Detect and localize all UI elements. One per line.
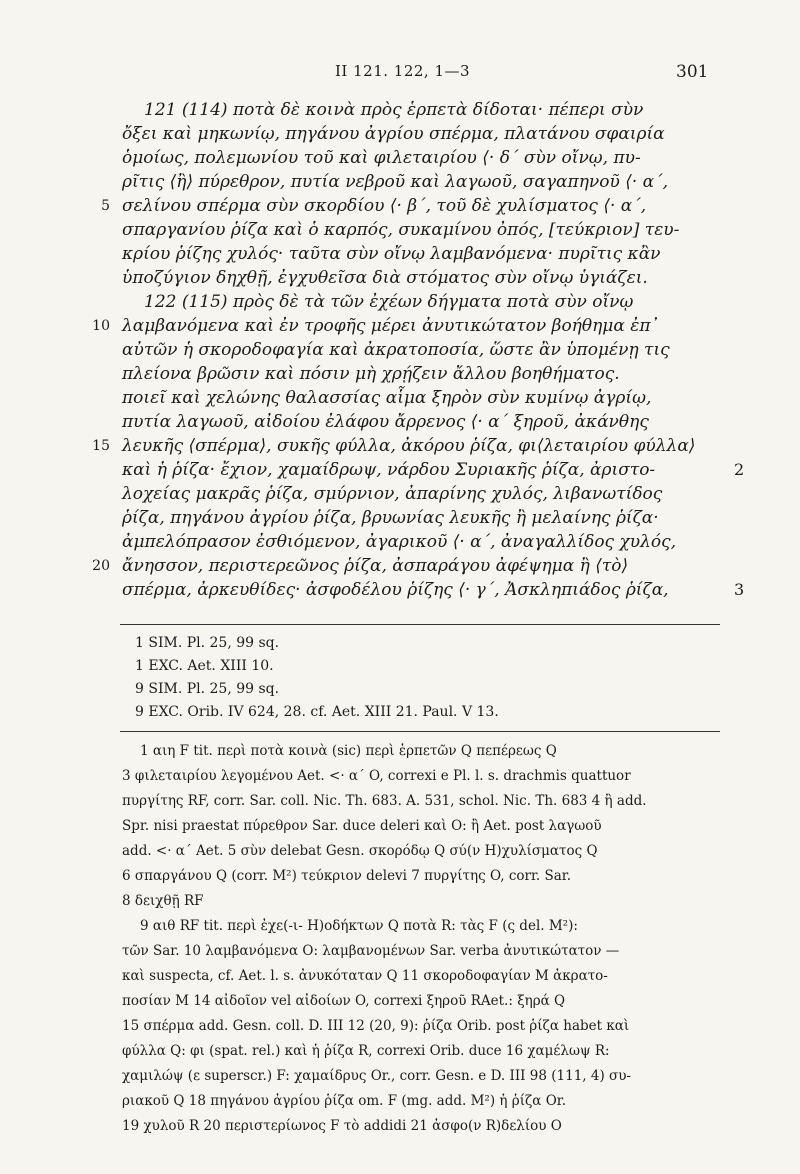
apparatus-line: 15 σπέρμα add. Gesn. coll. D. III 12 (20, 9): ῥίζα Orib. post ῥίζα habet καὶ — [122, 1018, 630, 1034]
text-line — [122, 290, 722, 314]
main-text — [92, 98, 745, 602]
text-line — [101, 194, 722, 218]
line-text: πυτία λαγωοῦ, αἰδοίου ἐλάφου ἄρρενος ⟨· α´ ξηροῦ, ἀκάνθης — [122, 412, 649, 432]
source-references — [135, 632, 499, 724]
line-text: ὑποζύγιον δηχθῇ, ἐγχυθεῖσα διὰ στόματος σὺν οἴνῳ ὑγιάζει. — [122, 268, 648, 288]
text-line — [122, 506, 722, 530]
line-text: κρίου ῥίζης χυλός· ταῦτα σὺν οἴνῳ λαμβανόμενα· πυρῖτις κἂν — [122, 244, 661, 264]
text-line — [122, 482, 722, 506]
apparatus-line: φύλλα Q: φι (spat. rel.) καὶ ἡ ῥίζα R, correxi Orib. duce 16 χαμέλωψ R: — [122, 1043, 610, 1059]
line-text: ἄνησσον, περιστερεῶνος ῥίζα, ἀσπαράγου ἀφέψημα ἢ ⟨τὸ⟩ — [122, 556, 629, 576]
apparatus-line: 9 αιθ RF tit. περὶ ἐχε(-ι- H)οδήκτων Q ποτὰ R: τὰς F (ς del. M²): — [140, 918, 578, 934]
line-text: αὐτῶν ἡ σκοροδοφαγία καὶ ἀκρατοποσία, ὥστε ἂν ὑπομένῃ τις — [122, 340, 670, 360]
apparatus-line: 8 δειχθῇ RF — [122, 893, 204, 909]
line-text: ὁμοίως, πολεμωνίου τοῦ καὶ φιλεταιρίου ⟨· δ´ σὺν οἴνῳ, πυ- — [122, 148, 641, 168]
line-number: 10 — [92, 318, 110, 334]
text-line — [92, 554, 722, 578]
divider-rule — [120, 731, 720, 732]
source-reference: 9 SIM. Pl. 25, 99 sq. — [135, 681, 280, 697]
line-number: 15 — [92, 438, 110, 454]
line-number: 5 — [101, 198, 110, 214]
line-number: 20 — [92, 558, 110, 574]
text-line — [122, 146, 722, 170]
text-line — [92, 434, 722, 458]
line-text: σπέρμα, ἀρκευθίδες· ἀσφοδέλου ῥίζης ⟨· γ´, Ἀσκληπιάδος ῥίζα, — [122, 580, 669, 600]
line-text: ποιεῖ καὶ χελώνης θαλασσίας αἷμα ξηρὸν σὺν κυμίνῳ ἀγρίῳ, — [122, 388, 652, 408]
margin-number: 2 — [734, 460, 745, 479]
text-line — [122, 338, 722, 362]
line-text: ὄξει καὶ μηκωνίῳ, πηγάνου ἀγρίου σπέρμα, πλατάνου σφαιρία — [122, 124, 665, 144]
line-text: 121 (114) ποτὰ δὲ κοινὰ πρὸς ἑρπετὰ δίδοται· πέπερι σὺν — [144, 100, 644, 120]
line-text: πλείονα βρῶσιν καὶ πόσιν μὴ χρῄζειν ἄλλου βοηθήματος. — [122, 364, 620, 384]
source-reference: 9 EXC. Orib. IV 624, 28. cf. Aet. XIII 21. Paul. V 13. — [135, 704, 499, 720]
apparatus-line: καὶ suspecta, cf. Aet. l. s. ἀνυκόταταν Q 11 σκοροδοφαγίαν M ἀκρατο- — [122, 968, 608, 984]
critical-apparatus — [122, 739, 722, 1139]
text-line — [122, 242, 722, 266]
apparatus-line: Spr. nisi praestat πύρεθρον Sar. duce deleri καὶ O: ἢ Aet. post λαγωοῦ — [122, 818, 602, 834]
text-line — [122, 266, 722, 290]
divider-rule — [120, 624, 720, 625]
apparatus-line: χαμιλώψ (ε superscr.) F: χαμαίδρυς Or., corr. Gesn. e D. III 98 (111, 4) συ- — [122, 1068, 631, 1084]
text-line — [122, 386, 722, 410]
text-line — [122, 578, 745, 602]
text-line — [122, 362, 722, 386]
source-reference: 1 EXC. Aet. XIII 10. — [135, 658, 274, 674]
text-line — [122, 98, 722, 122]
text-line — [92, 314, 722, 338]
apparatus-line: 19 χυλοῦ R 20 περιστερίωνος F τὸ addidi 21 ἀσφο(ν R)δελίου O — [122, 1118, 562, 1134]
page-number: 301 — [676, 62, 709, 82]
line-text: ἀμπελόπρασον ἐσθιόμενον, ἀγαρικοῦ ⟨· α´, ἀναγαλλίδος χυλός, — [122, 532, 677, 552]
apparatus-line: 3 φιλεταιρίου λεγομένου Aet. <· α´ O, correxi e Pl. l. s. drachmis quattuor — [122, 768, 631, 784]
text-line — [122, 458, 745, 482]
running-head: II 121. 122, 1—3 — [335, 62, 471, 80]
line-text: ρῖτις ⟨ἢ⟩ πύρεθρον, πυτία νεβροῦ καὶ λαγωοῦ, σαγαπηνοῦ ⟨· α´, — [122, 172, 669, 192]
text-line — [122, 122, 722, 146]
apparatus-line: 1 αιη F tit. περὶ ποτὰ κοινὰ (sic) περὶ ἑρπετῶν Q πεπέρεως Q — [140, 743, 557, 759]
line-text: 122 (115) πρὸς δὲ τὰ τῶν ἐχέων δήγματα ποτὰ σὺν οἴνῳ — [144, 292, 634, 312]
apparatus-line: ποσίαν M 14 αἰδοῖον vel αἰδοίων O, correxi ξηροῦ RAet.: ξηρά Q — [122, 993, 566, 1009]
apparatus-line: ριακοῦ Q 18 πηγάνου ἀγρίου ῥίζα om. F (mg. add. M²) ἡ ῥίζα Or. — [122, 1093, 567, 1109]
line-text: λευκῆς ⟨σπέρμα⟩, συκῆς φύλλα, ἀκόρου ῥίζα, φι⟨λεταιρίου φύλλα⟩ — [122, 436, 696, 456]
source-reference: 1 SIM. Pl. 25, 99 sq. — [135, 635, 280, 651]
apparatus-line: πυργίτης RF, corr. Sar. coll. Nic. Th. 683. A. 531, schol. Nic. Th. 683 4 ἢ add. — [122, 793, 647, 809]
line-text: καὶ ἡ ῥίζα· ἔχιον, χαμαίδρωψ, νάρδου Συριακῆς ῥίζα, ἀριστο- — [122, 460, 656, 480]
apparatus-line: 6 σπαργάνου Q (corr. M²) τεύκριον delevi 7 πυργίτης O, corr. Sar. — [122, 868, 572, 884]
line-text: ῥίζα, πηγάνου ἀγρίου ῥίζα, βρυωνίας λευκῆς ἢ μελαίνης ῥίζα· — [122, 508, 659, 528]
text-line — [122, 170, 722, 194]
apparatus-line: add. <· α´ Aet. 5 σὺν delebat Gesn. σκορόδῳ Q σύ(ν H)χυλίσματος Q — [122, 843, 598, 859]
apparatus-line: τῶν Sar. 10 λαμβανόμενα O: λαμβανομένων Sar. verba ἀνυτικώτατον — — [122, 943, 620, 959]
line-text: λοχείας μακρᾶς ῥίζα, σμύρνιον, ἀπαρίνης χυλός, λιβανωτίδος — [122, 484, 663, 504]
text-line — [122, 410, 722, 434]
line-text: σπαργανίου ῥίζα καὶ ὁ καρπός, συκαμίνου ὀπός, [τεύκριον] τευ- — [122, 220, 680, 240]
line-text: λαμβανόμενα καὶ ἐν τροφῆς μέρει ἀνυτικώτατον βοήθημα ἐπ᾿ — [122, 316, 660, 336]
text-line — [122, 530, 722, 554]
margin-number: 3 — [734, 580, 745, 599]
line-text: σελίνου σπέρμα σὺν σκορδίου ⟨· β´, τοῦ δὲ χυλίσματος ⟨· α´, — [122, 196, 647, 216]
text-line — [122, 218, 722, 242]
